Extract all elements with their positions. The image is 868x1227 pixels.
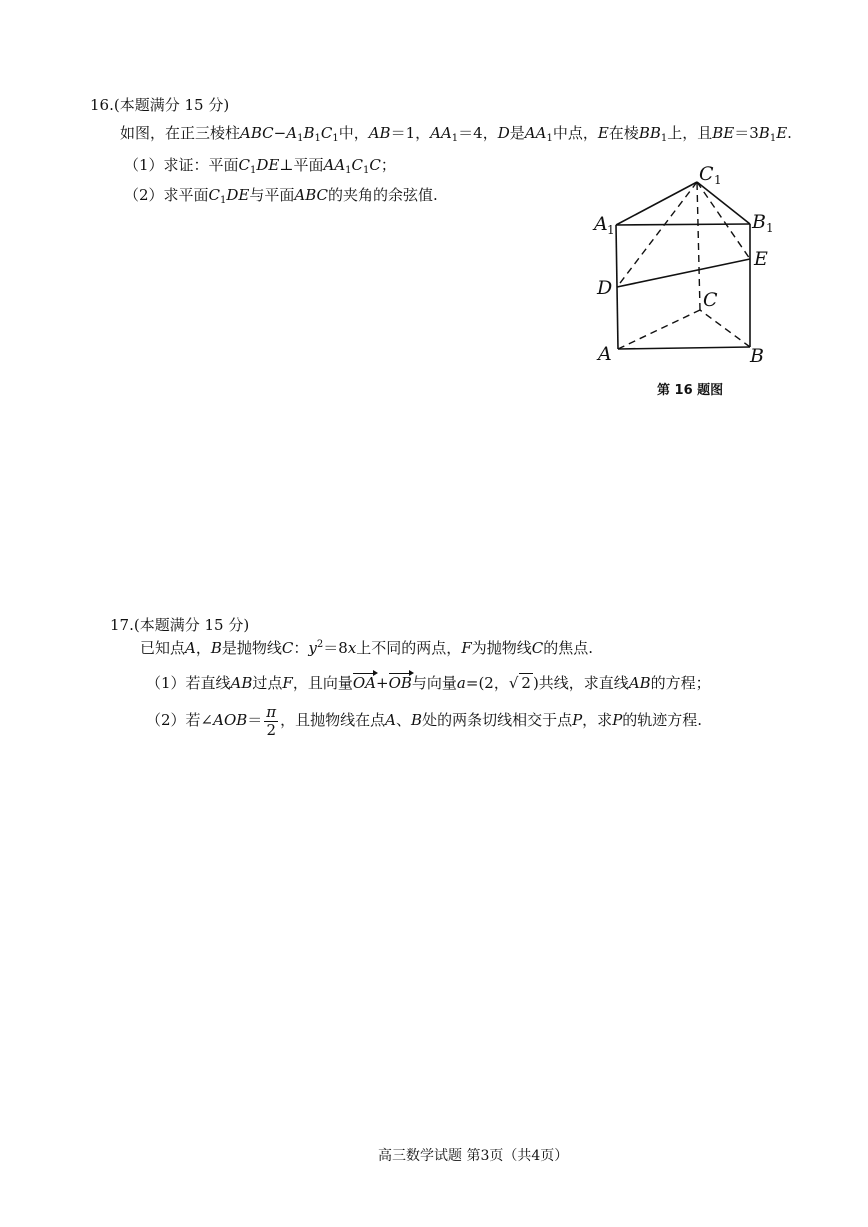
edge-C1-D bbox=[617, 182, 697, 287]
label-A1: A bbox=[594, 213, 608, 235]
edge-A1-B1 bbox=[616, 224, 750, 225]
edge-A-B bbox=[618, 347, 750, 349]
q16-score: (本题满分 15 分) bbox=[113, 96, 230, 114]
edge-C-C1 bbox=[697, 182, 700, 310]
q17-part1: （1）若直线AB过点F，且向量OA+OB与向量a=(2，√ 2 )共线，求直线AB的方程； bbox=[146, 674, 711, 692]
q17-stem: 已知点A，B是抛物线C：$y^2=8x$上不同的两点，F为抛物线C的焦点. bbox=[140, 639, 594, 657]
q16-number: 16. bbox=[90, 96, 114, 114]
svg-text:1: 1 bbox=[714, 173, 722, 187]
label-D: D bbox=[597, 277, 613, 299]
q16-part2: （2）求平面$C_1DE$与平面ABC的夹角的余弦值. bbox=[124, 186, 438, 206]
q16-stem: 如图，在正三棱柱$ABC-A_1B_1C_1$中，AB＝1，$AA_1=4$，D是$AA_1$中点，E在棱$BB_1$上，且$BE=3B_1E$. bbox=[120, 124, 792, 144]
q17-score: (本题满分 15 分) bbox=[133, 616, 250, 634]
label-C: C bbox=[703, 289, 718, 311]
label-B1: B bbox=[752, 211, 766, 233]
q16-part1: （1）求证：平面$C_1DE\perp$平面$AA_1C_1C$； bbox=[124, 156, 396, 176]
q17-part2: （2）若∠AOB＝ $\frac{\pi}{2}$ ，且抛物线在点A、B处的两条切线相交于点P，求P的轨迹方程. bbox=[146, 703, 703, 739]
label-C1: C bbox=[699, 163, 714, 185]
label-B: B bbox=[750, 345, 764, 367]
label-E: E bbox=[754, 248, 768, 270]
edge-A-C bbox=[618, 310, 700, 349]
edge-D-E bbox=[617, 259, 750, 287]
svg-text:1: 1 bbox=[607, 223, 615, 237]
label-A: A bbox=[598, 343, 612, 365]
q17-header bbox=[110, 614, 249, 635]
q16-header bbox=[90, 94, 229, 115]
edge-C1-E bbox=[697, 182, 750, 259]
edge-B-C bbox=[700, 310, 750, 347]
edge-B1-C1 bbox=[697, 182, 750, 224]
page-footer: 高三数学试题 第3页（共4页） bbox=[378, 1148, 569, 1164]
edge-A1-C1 bbox=[616, 182, 697, 225]
q17-number: 17. bbox=[110, 616, 134, 634]
q16-prism-figure bbox=[585, 160, 785, 375]
svg-text:1: 1 bbox=[766, 221, 774, 235]
q16-figure-caption: 第 16 题图 bbox=[657, 383, 724, 398]
